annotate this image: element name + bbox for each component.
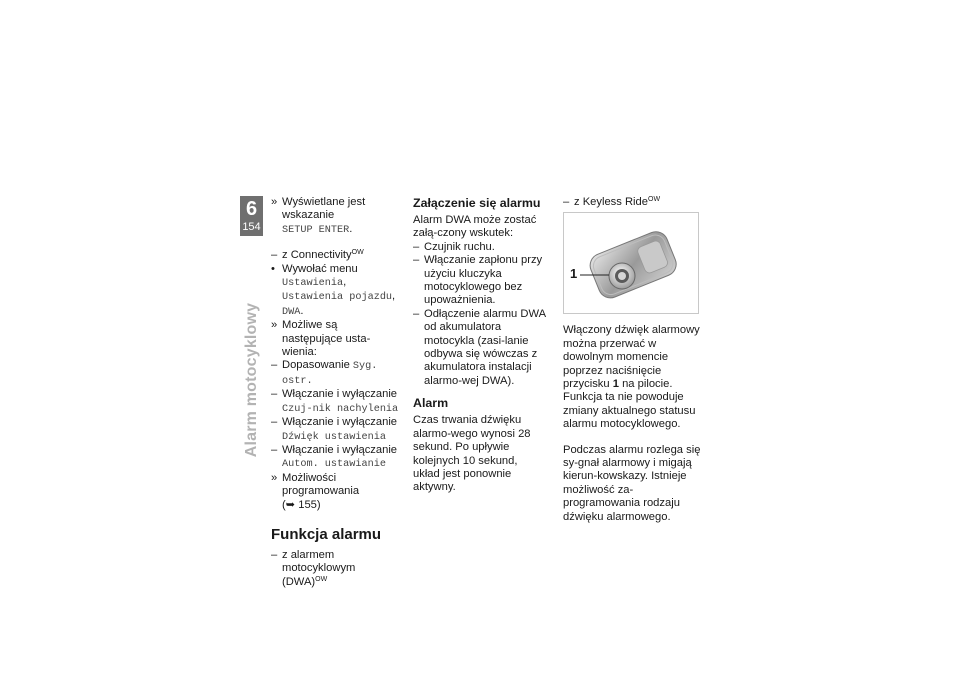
list-item: • Wywołać menu Ustawienia, Ustawienia pojazdu, DWA. <box>271 262 396 318</box>
chapter-number: 6 <box>245 198 258 220</box>
setting-code: Czuj-nik nachylenia <box>282 403 399 415</box>
setting-code: Dźwięk ustawienia <box>282 431 386 443</box>
silence-paragraph: Włączony dźwięk alarmowy można przerwać w dowolnym momencie poprzez naciśnięcie przycisku 1 na pilocie. Funkcja ta nie powoduje zmiany aktualnego statusu alarmu motocyklowego. <box>563 324 700 431</box>
bullet-mark: • <box>271 262 275 275</box>
dash-mark: – <box>271 443 278 456</box>
list-item: – Włączanie zapłonu przy użyciu kluczyka motocyklowego bez upoważnienia. <box>413 254 543 307</box>
list-item: » Możliwości programowania (➥ 155) <box>271 471 360 511</box>
setting-code: Autom. ustawianie <box>282 459 386 471</box>
page-ref-link[interactable]: 155 <box>298 498 317 511</box>
list-item: – Włączanie i wyłączanie Autom. ustawianie <box>271 443 398 471</box>
dash-mark: – <box>271 359 278 372</box>
page-ref-arrow-icon: ➥ <box>285 498 296 511</box>
chapter-badge <box>240 196 263 236</box>
list-item: – z alarmem motocyklowym (DWA)$^{OW}$ <box>271 548 356 588</box>
dash-mark: – <box>271 388 278 401</box>
setting-code: Syg. ostr. <box>282 361 378 387</box>
ow-superscript: OW <box>315 575 328 583</box>
dash-mark: – <box>271 548 278 561</box>
ow-superscript: OW <box>648 196 661 203</box>
subsection-heading: Alarm <box>413 396 449 411</box>
list-item: – Odłączenie alarmu DWA od akumulatora motocykla (zasi-lanie odbywa się wówczas z akumulatora instalacji alarmo-wej DWA). <box>413 307 546 387</box>
dash-mark: – <box>413 307 420 320</box>
result-mark: » <box>271 471 278 484</box>
column-3 <box>563 196 703 524</box>
column-2 <box>413 196 546 495</box>
display-code: SETUP ENTER <box>282 224 350 236</box>
ow-superscript: OW <box>351 249 364 257</box>
list-item: » Możliwe są następujące usta-wienia: <box>271 319 371 359</box>
dash-mark: – <box>271 249 278 262</box>
list-item: » Wyświetlane jest wskazanie SETUP ENTER. <box>271 196 366 236</box>
page-number: 154 <box>242 221 261 233</box>
alarm-signal-paragraph: Podczas alarmu rozlega się sy-gnał alarmowy i migają kierun-kowskazy. Istnieje możliwość za-programowania rodzaju dźwięku alarmowego. <box>563 443 701 523</box>
list-item: – Włączanie i wyłączanie Dźwięk ustawienia <box>271 416 398 443</box>
column-1 <box>271 196 399 589</box>
menu-code: Ustawienia <box>282 278 344 290</box>
dash-mark: – <box>563 196 570 208</box>
list-item: – Czujnik ruchu. <box>413 240 495 253</box>
list-item: – z Keyless Ride$^{OW}$ <box>563 196 661 208</box>
list-item: – Włączanie i wyłączanie Czuj-nik nachylenia <box>271 388 399 415</box>
menu-code: DWA <box>282 306 301 318</box>
button-ref: 1 <box>612 378 619 391</box>
list-item: – z Connectivity$^{OW}$ <box>271 249 364 262</box>
result-mark: » <box>271 196 278 208</box>
chapter-side-title: Alarm motocyklowy <box>243 302 260 458</box>
list-item: – Dopasowanie Syg. ostr. <box>271 359 378 387</box>
dash-mark: – <box>271 416 278 429</box>
dash-mark: – <box>413 240 420 253</box>
alarm-paragraph: Czas trwania dźwięku alarmo-wego wynosi 28 sekund. Po upływie kolejnych 10 sekund, układ jest ponownie aktywny. <box>413 414 531 494</box>
result-mark: » <box>271 319 278 332</box>
dash-mark: – <box>413 254 420 267</box>
key-fob-figure <box>563 212 699 314</box>
section-heading: Funkcja alarmu <box>271 525 382 543</box>
figure-callout: 1 <box>570 266 578 282</box>
menu-code: Ustawienia pojazdu <box>282 292 393 304</box>
section-heading: Załączenie się alarmu <box>413 196 541 210</box>
intro-text: Alarm DWA może zostać załą-czony wskutek: <box>413 214 537 240</box>
key-fob-icon <box>564 213 698 313</box>
